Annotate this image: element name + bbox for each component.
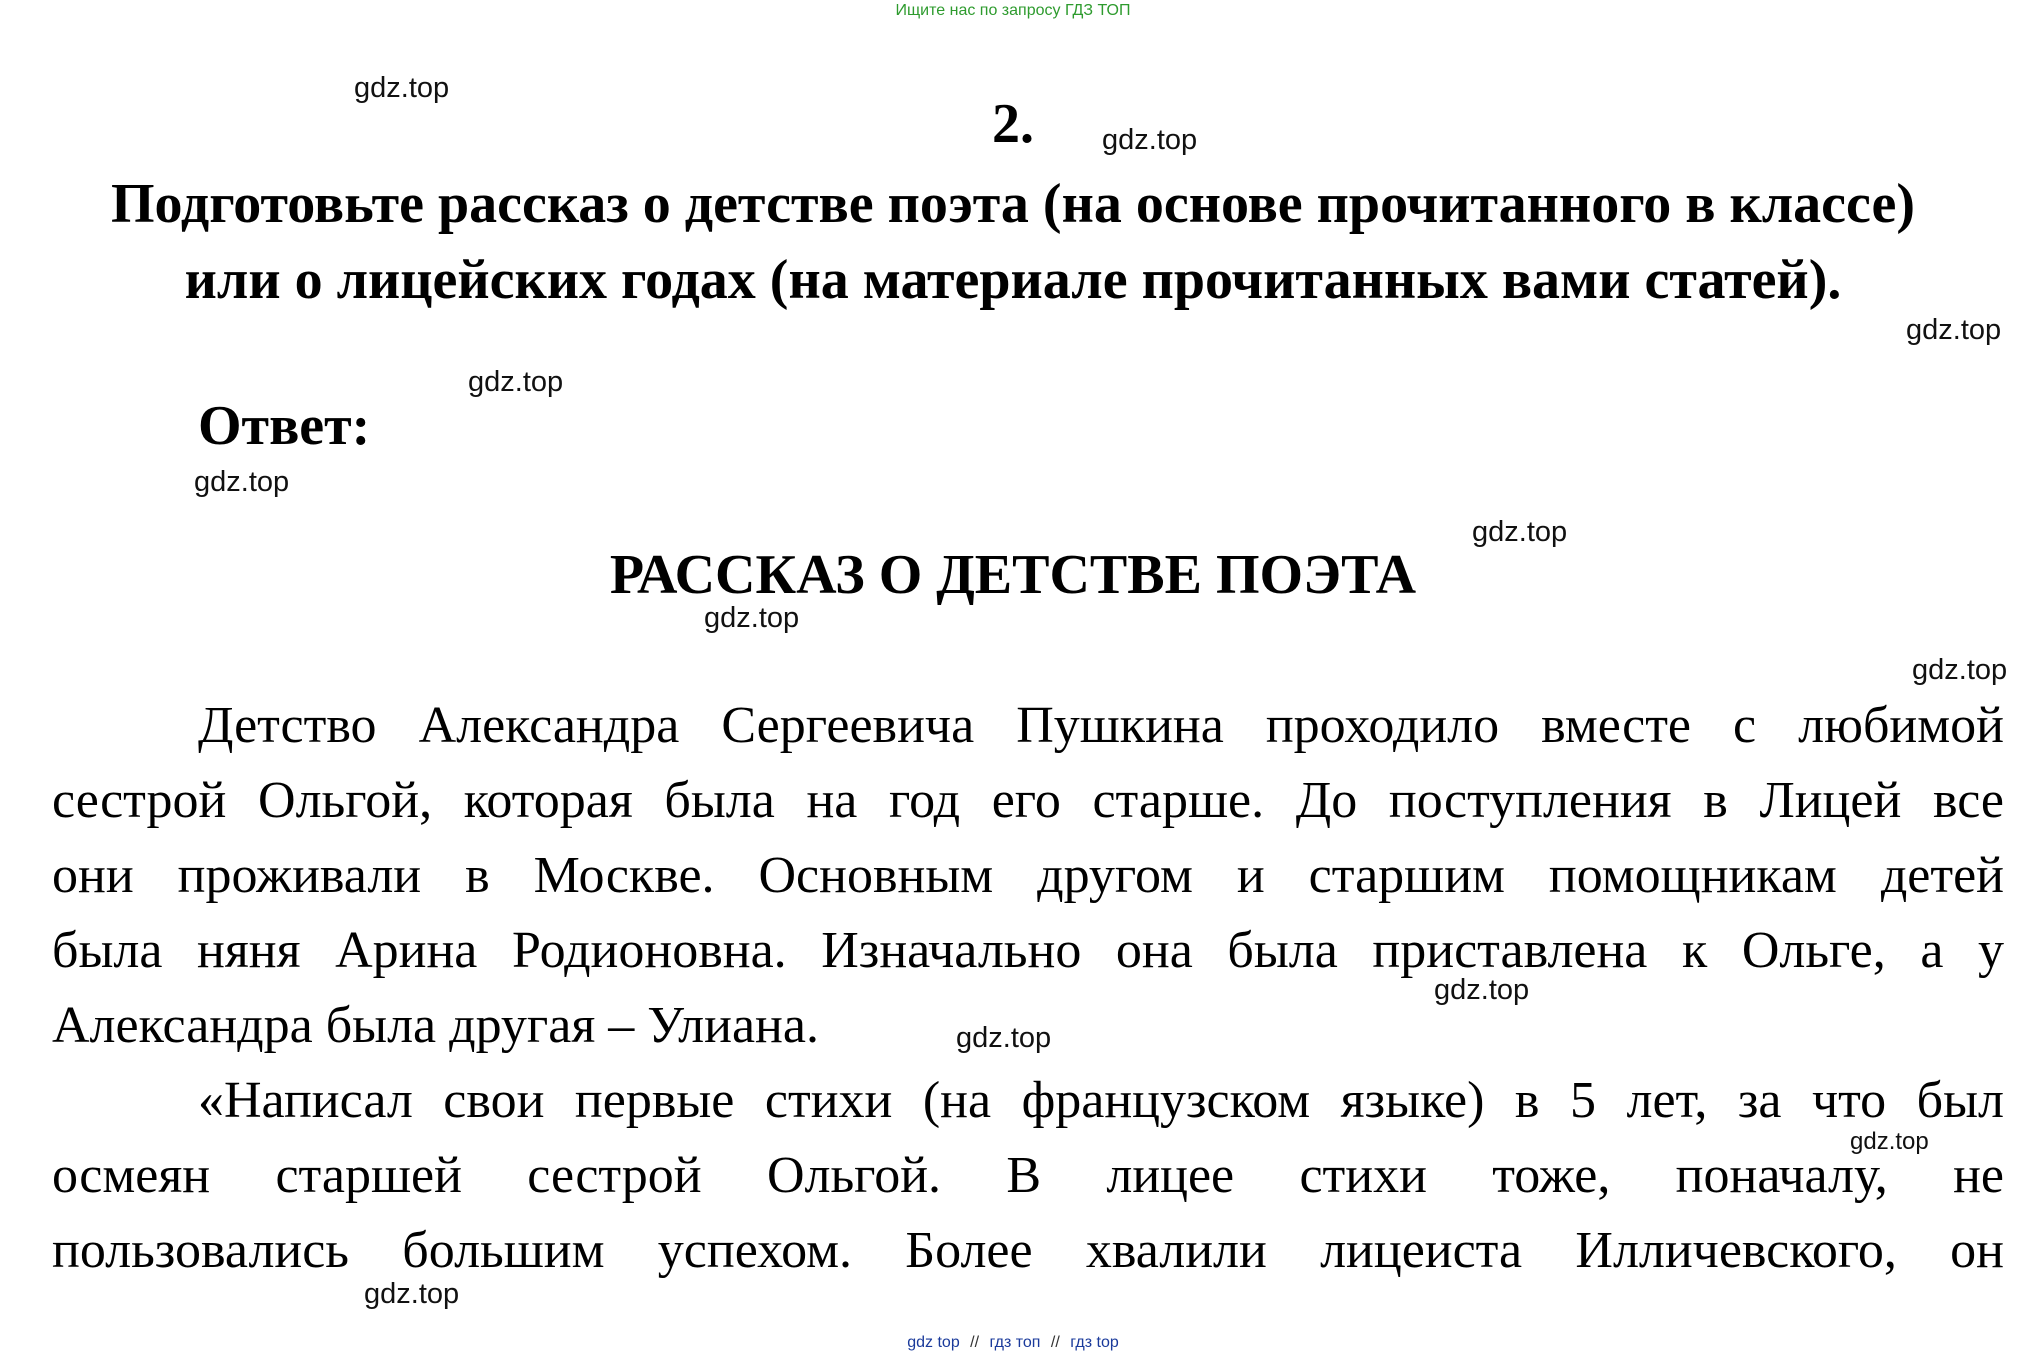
watermark: gdz.top: [1850, 1128, 1929, 1155]
story-text-line: «Написал свои первые стихи (на французском языке) в 5 лет, за что был: [198, 1072, 2004, 1129]
watermark: gdz.top: [1906, 314, 2002, 346]
task-text-line: Подготовьте рассказ о детстве поэта (на основе прочитанного в классе): [110, 173, 1916, 235]
footer-links: [0, 1334, 2026, 1352]
footer-link[interactable]: gdz top: [907, 1334, 960, 1351]
story-text-line: сестрой Ольгой, которая была на год его старше. До поступления в Лицей все: [52, 772, 2004, 829]
task-text-line: или о лицейских годах (на материале прочитанных вами статей).: [184, 249, 1842, 311]
top-banner[interactable]: Ищите нас по запросу ГДЗ ТОП: [895, 2, 1131, 19]
watermark: gdz.top: [704, 602, 800, 634]
footer-separator: //: [970, 1334, 980, 1351]
story-text-line: Детство Александра Сергеевича Пушкина проходило вместе с любимой: [198, 697, 2004, 754]
watermark: gdz.top: [364, 1278, 460, 1310]
watermark: gdz.top: [1434, 974, 1530, 1006]
watermark: gdz.top: [956, 1022, 1052, 1054]
answer-label: Ответ:: [198, 395, 371, 457]
watermark: gdz.top: [1472, 516, 1568, 548]
story-text-line: была няня Арина Родионовна. Изначально она была приставлена к Ольге, а у: [52, 922, 2004, 979]
watermark: gdz.top: [1102, 124, 1198, 156]
watermark: gdz.top: [354, 72, 450, 104]
story-text-line: Александра была другая – Улиана.: [52, 997, 819, 1054]
watermark: gdz.top: [468, 366, 564, 398]
footer-link[interactable]: гдз топ: [989, 1334, 1041, 1351]
story-text-line: пользовались большим успехом. Более хвалили лицеиста Илличевского, он: [52, 1222, 2004, 1279]
task-number: 2.: [992, 93, 1034, 155]
footer-separator: //: [1050, 1334, 1060, 1351]
story-text-line: они проживали в Москве. Основным другом и старшим помощникам детей: [52, 847, 2004, 904]
story-text-line: осмеян старшей сестрой Ольгой. В лицее стихи тоже, поначалу, не: [52, 1147, 2004, 1204]
footer-link[interactable]: гдз top: [1070, 1334, 1119, 1351]
watermark: gdz.top: [194, 466, 290, 498]
watermark: gdz.top: [1912, 654, 2008, 686]
story-title: РАССКАЗ О ДЕТСТВЕ ПОЭТА: [609, 544, 1417, 606]
